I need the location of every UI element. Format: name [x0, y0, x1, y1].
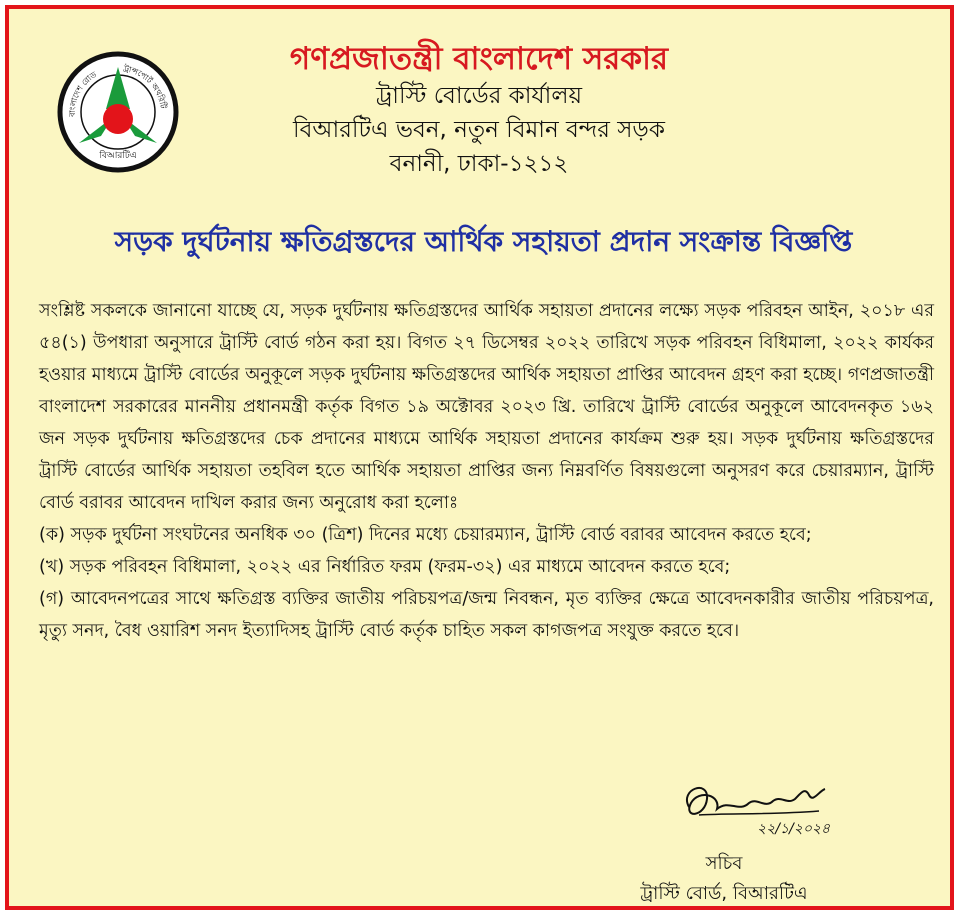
notice-body: [39, 295, 934, 647]
notice-title: সড়ক দুর্ঘটনায় ক্ষতিগ্রস্তদের আর্থিক সহায়তা প্রদান সংক্রান্ত বিজ্ঞপ্তি: [114, 225, 853, 258]
handwritten-signature-icon: [669, 769, 859, 839]
logo-arc-left-text: বাংলাদেশ রোড: [67, 70, 99, 118]
government-title: গণপ্রজাতন্ত্রী বাংলাদেশ সরকার: [289, 41, 669, 77]
signatory-designation: সচিব: [705, 853, 743, 874]
notice-frame: [5, 5, 954, 910]
notice-item-ga: (গ) আবেদনপত্রের সাথে ক্ষতিগ্রস্ত ব্যক্তির জাতীয় পরিচয়পত্র/জন্ম নিবন্ধন, মৃত ব্যক্তির ক্ষেত্রে আবেদনকারীর জাতীয় পরিচয়পত্র, মৃত্যু সনদ, বৈধ ওয়ারিশ সনদ ইত্যাদিসহ ট্রাস্টি বোর্ড কর্তৃক চাহিত সকল কাগজপত্র সংযুক্ত করতে হবে।: [39, 589, 934, 641]
logo-arc-right-text: ট্রান্সপোর্ট অথরিটি: [122, 63, 168, 110]
notice-item-ka: (ক) সড়ক দুর্ঘটনা সংঘটনের অনধিক ৩০ (ত্রিশ) দিনের মধ্যে চেয়ারম্যান, ট্রাস্টি বোর্ড বরাবর আবেদন করতে হবে;: [39, 525, 812, 545]
signature-block: [609, 849, 839, 909]
office-header: [219, 39, 739, 181]
logo-bottom-text: বিআরটিএ: [99, 151, 137, 161]
notice-paragraph: সংশ্লিষ্ট সকলকে জানানো যাচ্ছে যে, সড়ক দুর্ঘটনায় ক্ষতিগ্রস্তদের আর্থিক সহায়তা প্রদানের লক্ষ্যে সড়ক পরিবহন আইন, ২০১৮ এর ৫৪(১) উপধারা অনুসারে ট্রাস্টি বোর্ড গঠন করা হয়। বিগত ২৭ ডিসেম্বর ২০২২ তারিখে সড়ক পরিবহন বিধিমালা, ২০২২ কার্যকর হওয়ার মাধ্যমে ট্রাস্টি বোর্ডের অনুকূলে সড়ক দুর্ঘটনায় ক্ষতিগ্রস্তদের আর্থিক সহায়তা প্রাপ্তির আবেদন গ্রহণ করা হচ্ছে। গণপ্রজাতন্ত্রী বাংলাদেশ সরকারের মাননীয় প্রধানমন্ত্রী কর্তৃক বিগত ১৯ অক্টোবর ২০২৩ খ্রি. তারিখে ট্রাস্টি বোর্ডের অনুকূলে আবেদনকৃত ১৬২ জন সড়ক দুর্ঘটনায় ক্ষতিগ্রস্তদের চেক প্রদানের মাধ্যমে আর্থিক সহায়তা প্রদানের কার্যক্রম শুরু হয়। সড়ক দুর্ঘটনায় ক্ষতিগ্রস্তদের ট্রাস্টি বোর্ডের আর্থিক সহায়তা তহবিল হতে আর্থিক সহায়তা প্রাপ্তির জন্য নিম্নবর্ণিত বিষয়গুলো অনুসরণ করে চেয়ারম্যান, ট্রাস্টি বোর্ড বরাবর আবেদন দাখিল করার জন্য অনুরোধ করা হলোঃ: [39, 301, 934, 513]
address-line-2: বনানী, ঢাকা-১২১২: [389, 151, 569, 177]
address-line-1: বিআরটিএ ভবন, নতুন বিমান বন্দর সড়ক: [293, 117, 665, 143]
signatory-organization: ট্রাস্টি বোর্ড, বিআরটিএ: [640, 883, 808, 904]
brta-logo-icon: [57, 51, 179, 173]
notice-item-kha: (খ) সড়ক পরিবহন বিধিমালা, ২০২২ এর নির্ধারিত ফরম (ফরম-৩২) এর মাধ্যমে আবেদন করতে হবে;: [39, 557, 731, 577]
office-name: ট্রাস্টি বোর্ডের কার্যালয়: [375, 83, 583, 109]
signature-date: ২২/১/২০২৪: [757, 821, 831, 837]
